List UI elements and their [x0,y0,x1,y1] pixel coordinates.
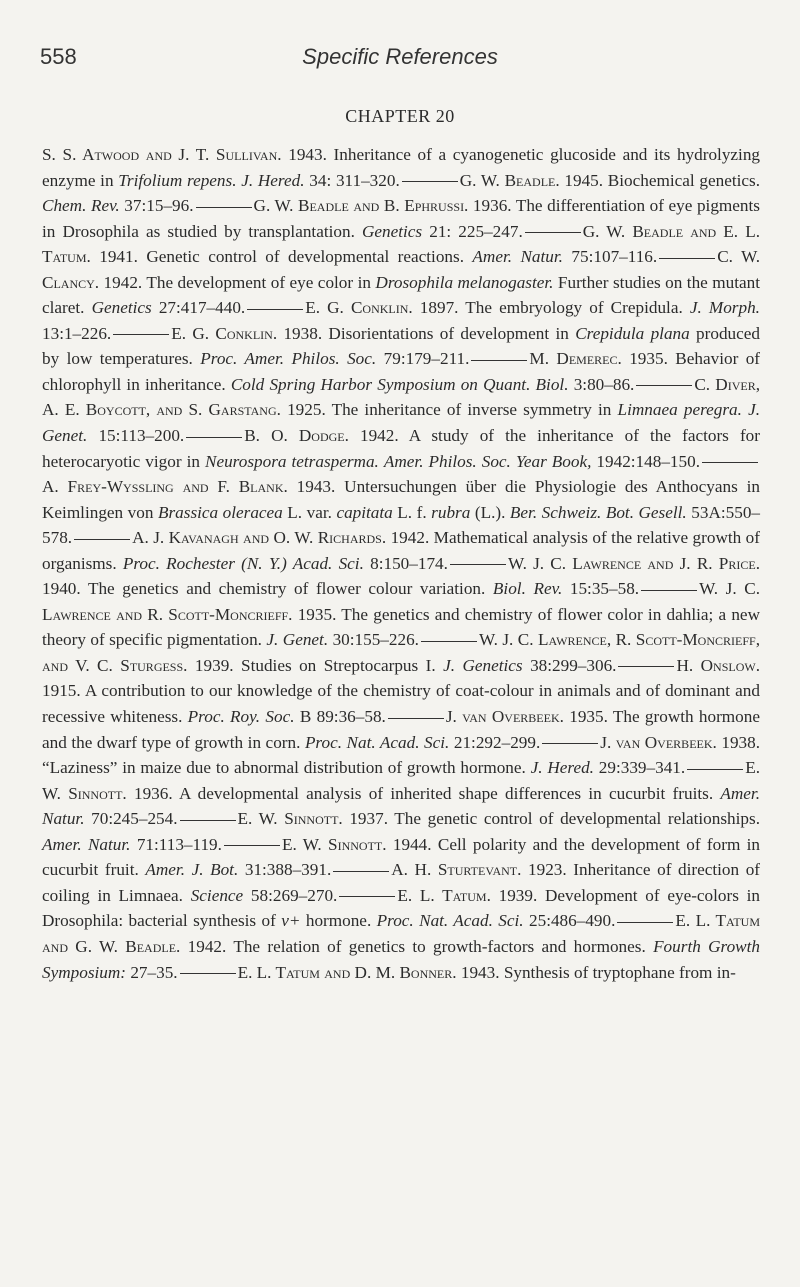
reference-journal: J. Morph. [689,298,760,318]
ditto-rule [525,232,581,233]
reference-citation: 3:80–86. [573,374,635,394]
reference-list [42,142,760,985]
reference-citation: 30:155–226. [332,630,419,650]
page-header [40,44,760,78]
reference-text: 1939. Studies on Streptocarpus I. [187,655,444,675]
reference-species: Limnaea peregra. [617,400,742,420]
reference-citation: 25:486–490. [529,911,616,931]
reference-citation: 75:107–116. [571,247,658,267]
reference-text: 1935. Behavior of chlorophyll in inheritance. [42,349,761,394]
reference-text: hormone. [300,911,377,931]
reference-text: 1938. “Laziness” in maize due to abnormal distribution of growth hormone. [42,732,761,778]
reference-authors: B. O. Dodge. [244,426,349,446]
reference-text: 1935. The genetics and chemistry of flower color in dahlia; a new theory of specific pigmentation. [42,604,760,650]
reference-authors: C. Diver, A. E. Boycott, and S. Garstang. [42,374,761,420]
running-head: Specific References [302,44,498,69]
reference-journal: Amer. Natur. [472,247,563,267]
reference-citation: 29:339–341. [598,758,686,778]
reference-citation: 21:292–299. [453,732,541,752]
reference-authors: J. van Overbeek. [445,707,564,727]
reference-authors: E. W. Sinnott. [237,809,343,829]
reference-citation: 15:35–58. [569,579,640,599]
chapter-title: CHAPTER 20 [345,106,455,126]
reference-citation: 8:150–174. [370,553,448,573]
reference-text: 1944. Cell polarity and the development of form in cucurbit fruit. [42,834,761,880]
reference-authors: A. H. Sturtevant. [391,860,522,880]
reference-authors: G. W. Beadle. [459,170,560,190]
reference-authors: H. Onslow. [676,655,761,675]
reference-text: 1939. Development of eye-colors in Drosophila: bacterial synthesis of [42,885,761,931]
reference-text: 1942. The development of eye color in [99,272,376,292]
reference-citation: 13:1–226. [42,323,112,343]
reference-authors: E. G. Conklin. [305,298,413,318]
reference-text: 1897. The embryology of Crepidula. [412,298,690,318]
reference-text: 1942. A study of the inheritance of the factors for heterocaryotic vigor in [42,426,760,471]
reference-text: produced by low temperatures. [42,323,761,369]
reference-authors: A. Frey-Wyssling and F. Blank. [42,477,288,497]
ditto-rule [180,973,236,974]
ditto-rule [659,258,715,259]
reference-species: Brassica oleracea [157,502,283,522]
reference-journal: J. Genet. [42,400,761,446]
reference-text: 1943. Inheritance of a cyanogenetic glucoside and its hydrolyzing enzyme in [42,145,761,190]
ditto-rule [641,590,697,591]
reference-authors: E. W. Sinnott. [42,758,760,803]
ditto-rule [180,820,236,821]
reference-text: 1915. A contribution to our knowledge of the chemistry of coat-colour in animals and of dominant and recessive whiteness. [42,681,760,727]
reference-journal: Proc. Nat. Acad. Sci. [376,911,524,931]
reference-journal: Proc. Roy. Soc. [187,707,295,727]
reference-text: 1941. Genetic control of developmental reactions. [90,247,473,267]
reference-text: 1925. The inheritance of inverse symmetry in [280,400,618,420]
reference-journal: J. Hered. [530,758,594,778]
reference-text: 1942. Mathematical analysis of the relative growth of organisms. [42,528,761,573]
reference-citation: 79:179–211. [383,349,470,369]
reference-text: (L.). [470,502,510,522]
reference-citation: 34: 311–320. [309,170,400,190]
reference-authors: E. W. Sinnott. [281,834,387,854]
reference-authors: E. L. Tatum and G. W. Beadle. [42,911,760,956]
reference-text: 1940. The genetics and chemistry of flower colour variation. [42,579,493,599]
reference-citation: 31:388–391. [244,860,332,880]
reference-journal: Amer. Philos. Soc. Year Book, [383,451,592,471]
ditto-rule [636,385,692,386]
reference-authors: W. J. C. Lawrence and J. R. Price. [507,553,760,573]
reference-text: Further studies on the mutant claret. [42,272,760,318]
reference-text: 1938. Disorientations of development in [277,323,576,343]
reference-authors: J. van Overbeek. [600,732,717,752]
reference-citation: 21: 225–247. [429,221,523,241]
reference-text: 1936. A developmental analysis of inherited shape differences in cucurbit fruits. [126,783,721,803]
reference-authors: G. W. Beadle and E. L. Tatum. [42,221,761,267]
reference-journal: Genetics [91,298,152,318]
reference-species: Drosophila melanogaster. [375,272,554,292]
ditto-rule [617,922,673,923]
reference-citation: 70:245–254. [91,809,178,829]
reference-authors: E. G. Conklin. [171,323,278,343]
ditto-rule [113,334,169,335]
reference-authors: W. J. C. Lawrence, R. Scott-Moncrieff, and V. C. Sturgess. [42,630,760,675]
reference-text: 1942. The relation of genetics to growth-factors and hormones. [180,936,654,956]
reference-authors: S. S. Atwood and J. T. Sullivan. [42,145,282,164]
reference-citation: B 89:36–58. [299,707,386,727]
ditto-rule [339,896,395,897]
reference-authors: M. Demerec. [529,349,622,369]
reference-species: v+ [281,911,301,931]
reference-text: 1935. The growth hormone and the dwarf type of growth in corn. [42,707,760,752]
ditto-rule [247,309,303,310]
reference-authors: A. J. Kavanagh and O. W. Richards. [132,528,387,548]
reference-journal: Proc. Rochester (N. Y.) Acad. Sci. [122,553,364,573]
reference-journal: Amer. Natur. [42,783,761,829]
page-number: 558 [40,44,77,69]
reference-authors: E. L. Tatum and D. M. Bonner. [237,962,457,982]
reference-text: L. var. [282,502,337,522]
reference-journal: Proc. Nat. Acad. Sci. [304,732,450,752]
reference-citation: 27:417–440. [158,298,246,318]
reference-text: 1945. Biochemical genetics. [559,170,760,190]
reference-citation: 37:15–96. [124,196,194,216]
ditto-rule [471,360,527,361]
ditto-rule [388,718,444,719]
ditto-rule [450,564,506,565]
reference-text: L. f. [392,502,432,522]
reference-journal: J. Genet. [266,630,329,650]
ditto-rule [186,437,242,438]
reference-citation: 53A:550–578. [42,502,760,548]
ditto-rule [702,462,758,463]
ditto-rule [333,871,389,872]
reference-journal: Biol. Rev. [492,579,563,599]
reference-species: rubra [431,502,471,522]
reference-journal: Ber. Schweiz. Bot. Gesell. [509,502,687,522]
ditto-rule [196,207,252,208]
reference-journal: Chem. Rev. [42,196,120,216]
reference-journal: Amer. J. Bot. [145,860,239,880]
reference-text: 1943. Synthesis of tryptophane from in- [456,962,736,982]
reference-authors: W. J. C. Lawrence and R. Scott-Moncrieff. [42,579,760,624]
ditto-rule [74,539,130,540]
reference-journal: Science [190,885,244,905]
reference-journal: Amer. Natur. [42,834,131,854]
ditto-rule [618,666,674,667]
ditto-rule [402,181,458,182]
reference-entry [238,963,736,982]
reference-species: Neurospora tetrasperma. [204,451,379,471]
reference-text: 1943. Untersuchungen über die Physiologie des Anthocyans in Keimlingen von [42,477,760,522]
reference-authors: G. W. Beadle and B. Ephrussi. [253,196,469,216]
reference-citation: 15:113–200. [98,426,185,446]
reference-citation: 1942:148–150. [596,451,701,471]
reference-citation: 38:299–306. [530,655,617,675]
reference-species: capitata [336,502,393,522]
ditto-rule [542,743,598,744]
reference-authors: C. W. Clancy. [42,247,761,292]
ditto-rule [224,845,280,846]
reference-journal: Genetics [361,221,423,241]
reference-journal: J. Genetics [443,655,523,675]
reference-citation: 71:113–119. [136,834,222,854]
reference-journal: Proc. Amer. Philos. Soc. [200,349,377,369]
reference-species: Crepidula plana [575,323,690,343]
reference-text: 1937. The genetic control of developmental relationships. [342,809,760,829]
reference-authors: E. L. Tatum. [397,885,491,905]
reference-journal: J. Hered. [241,170,305,190]
ditto-rule [421,641,477,642]
reference-journal: Cold Spring Harbor Symposium on Quant. Biol. [230,374,569,394]
ditto-rule [687,769,743,770]
reference-citation: 27–35. [130,962,178,982]
reference-species: Trifolium repens. [118,170,237,190]
reference-citation: 58:269–270. [250,885,338,905]
reference-text: 1936. The differentiation of eye pigments in Drosophila as studied by transplantation. [42,196,760,241]
reference-text: 1923. Inheritance of direction of coiling in Limnaea. [42,860,761,905]
reference-journal: Fourth Growth Symposium: [42,936,761,982]
